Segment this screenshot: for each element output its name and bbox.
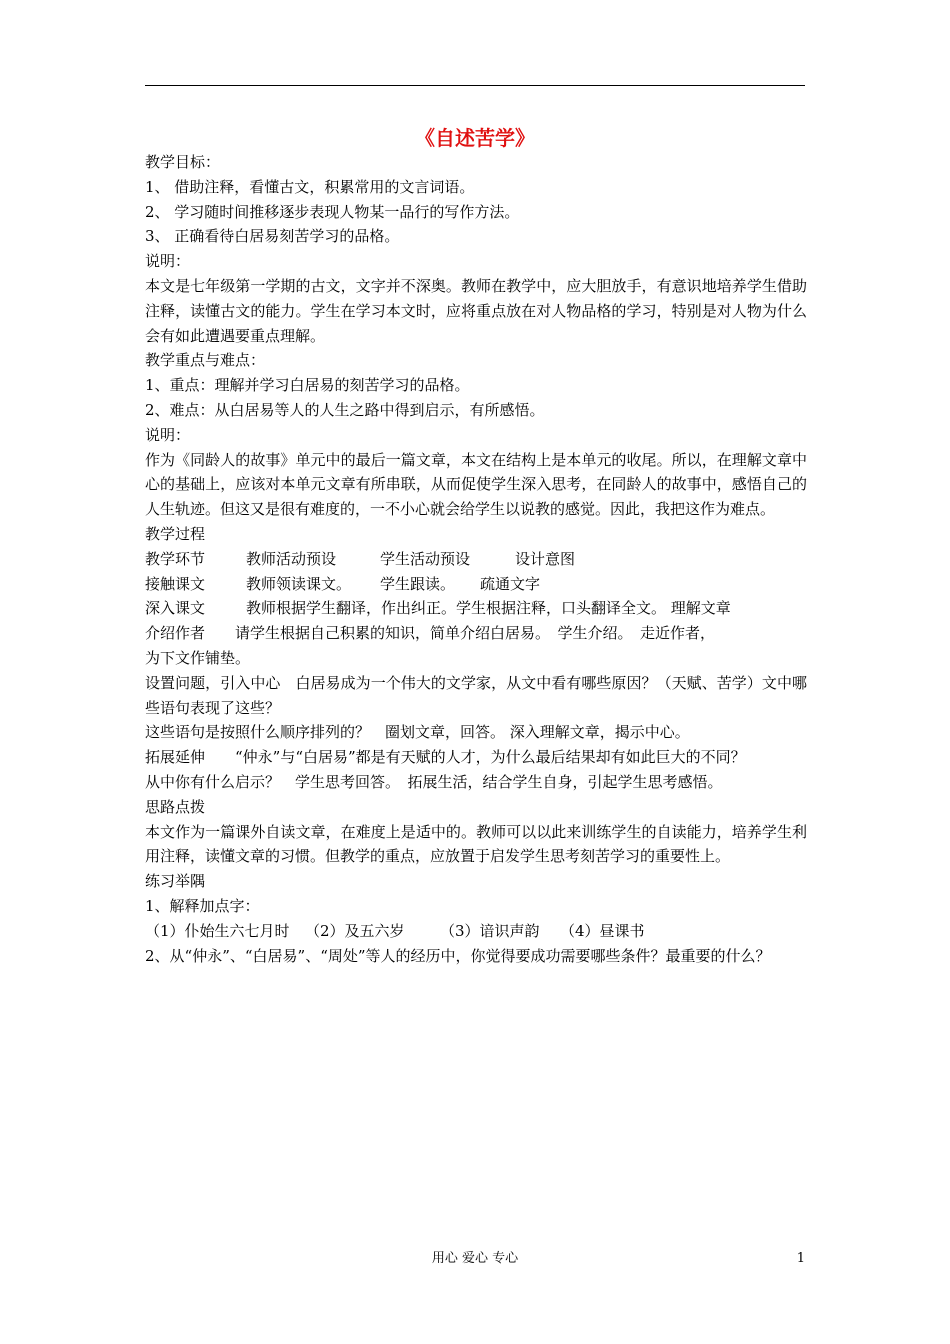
exercise-heading: 练习举隅: [145, 872, 206, 891]
column-header: 设计意图: [515, 549, 576, 568]
document-body: [145, 150, 807, 968]
document-title: 《自述苦学》: [415, 126, 535, 150]
column-header: 学生活动预设: [380, 549, 471, 568]
table-cell: 接触课文: [145, 574, 206, 593]
exercise-1-heading: 1、解释加点字：: [145, 896, 260, 915]
goal-item: 1、 借助注释，看懂古文，积累常用的文言词语。: [145, 177, 475, 196]
extend-paragraph: 拓展延伸 “仲永”与“白居易”都是有天赋的人才，为什么最后结果却有如此巨大的不同？: [145, 748, 746, 767]
exercise-item: （3）谙识声韵: [440, 921, 540, 940]
process-table-header: [145, 547, 807, 572]
note-paragraph: 作为《同龄人的故事》单元中的最后一篇文章，本文在结构上是本单元的收尾。所以，在理解文章中心的基础上，应该对本单元文章有所串联，从而促使学生深入思考，在同龄人的故事中，感悟自己的人生轨迹。但这又是很有难度的，一不小心就会给学生以说教的感觉。因此，我把这作为难点。: [145, 450, 807, 519]
exercise-item: （4）昼课书: [560, 921, 645, 940]
process-table-row: [145, 596, 807, 621]
guide-heading: 思路点拨: [145, 797, 206, 816]
process-table-row: [145, 572, 807, 597]
note-heading: 说明：: [145, 425, 191, 444]
inspire-line: 从中你有什么启示？ 学生思考回答。 拓展生活，结合学生自身，引起学生思考感悟。: [145, 772, 723, 791]
page-number: 1: [796, 1251, 805, 1266]
intro-author-line: 介绍作者 请学生根据自己积累的知识，简单介绍白居易。 学生介绍。 走近作者，: [145, 624, 716, 643]
goals-heading: 教学目标：: [145, 153, 221, 171]
footer-motto: 用心 爱心 专心: [431, 1251, 519, 1266]
column-header: 教学环节: [145, 549, 206, 568]
column-header: 教师活动预设: [246, 549, 337, 568]
question-paragraph: 设置问题，引入中心 白居易成为一个伟大的文学家，从文中看有哪些原因？（天赋、苦学）文中哪些语句表现了这些？: [145, 673, 807, 717]
table-cell: 教师领读课文。: [246, 574, 352, 593]
exercise-1-items: [145, 919, 807, 944]
intro-author-line: 为下文作铺垫。: [145, 648, 251, 667]
order-line: 这些语句是按照什么顺序排列的？ 圈划文章，回答。 深入理解文章，揭示中心。: [145, 723, 690, 742]
exercise-2-paragraph: 2、从“仲永”、“白居易”、“周处”等人的经历中，你觉得要成功需要哪些条件？最重要的什么？: [145, 946, 771, 965]
note-paragraph: 本文是七年级第一学期的古文，文字并不深奥。教师在教学中，应大胆放手，有意识地培养学生借助注释，读懂古文的能力。学生在学习本文时，应将重点放在对人物品格的学习，特别是对人物为什么会有如此遭遇要重点理解。: [145, 276, 807, 345]
key-point-item: 1、重点：理解并学习白居易的刻苦学习的品格。: [145, 376, 470, 395]
goal-item: 2、 学习随时间推移逐步表现人物某一品行的写作方法。: [145, 202, 520, 221]
exercise-item: （1）仆始生六七月时: [145, 921, 290, 940]
key-point-item: 2、难点：从白居易等人的人生之路中得到启示，有所感悟。: [145, 400, 545, 419]
process-heading: 教学过程: [145, 524, 206, 543]
table-cell: 疏通文字: [480, 574, 541, 593]
table-cell: 深入课文: [145, 599, 206, 618]
goal-item: 3、 正确看待白居易刻苦学习的品格。: [145, 227, 400, 246]
exercise-item: （2）及五六岁: [305, 921, 405, 940]
key-points-heading: 教学重点与难点：: [145, 351, 266, 370]
note-heading: 说明：: [145, 252, 191, 271]
table-cell: 教师根据学生翻译，作出纠正。学生根据注释，口头翻译全文。 理解文章: [246, 599, 731, 618]
guide-paragraph: 本文作为一篇课外自读文章，在难度上是适中的。教师可以以此来训练学生的自读能力，培养学生利用注释，读懂文章的习惯。但教学的重点，应放置于启发学生思考刻苦学习的重要性上。: [145, 822, 807, 866]
table-cell: 学生跟读。: [380, 574, 456, 593]
header-rule: [145, 85, 805, 86]
